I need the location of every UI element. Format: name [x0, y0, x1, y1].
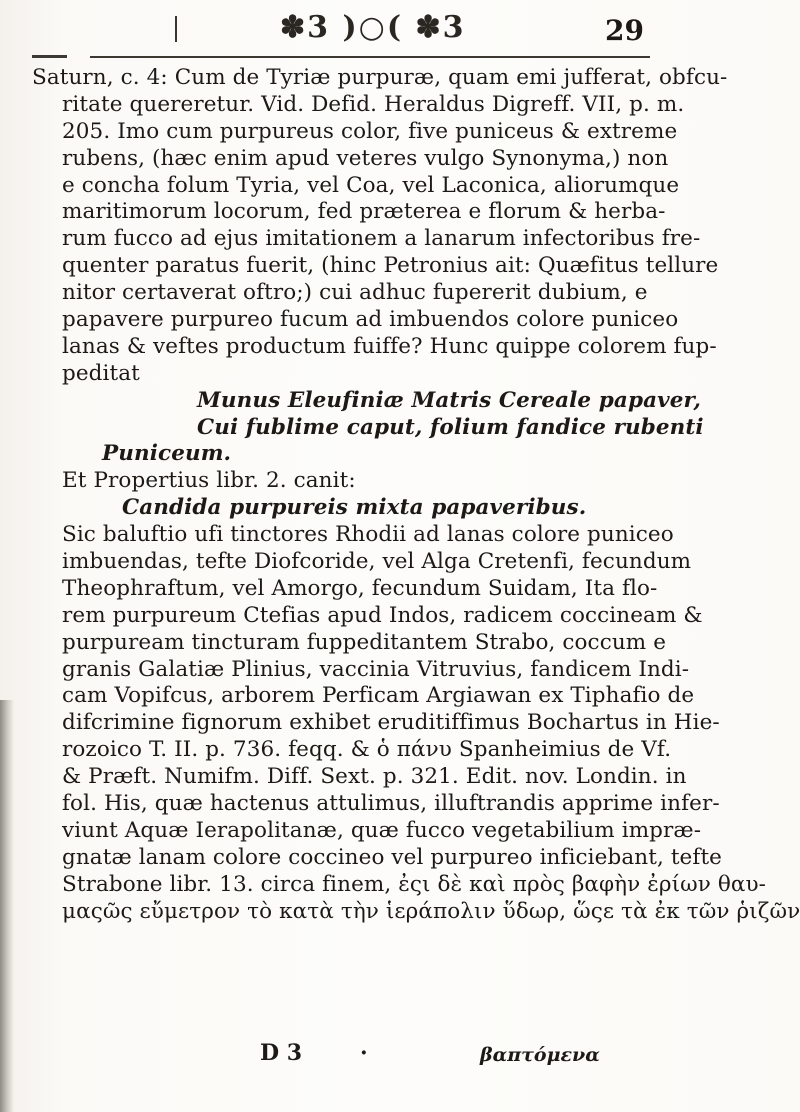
text-line: gnatæ lanam colore coccineo vel purpureo inficiebant, tefte: [62, 844, 723, 870]
text-line: Sic baluftio ufi tinctores Rhodii ad lanas colore puniceo: [62, 522, 674, 548]
text-line: maritimorum locorum, fed præterea e florum & herba-: [62, 199, 666, 225]
verse-line: Munus Eleufiniæ Matris Cereale papaver,: [197, 387, 701, 413]
page-number: 29: [605, 14, 644, 47]
text-line: rozoico T. II. p. 736. feqq. & ὁ πάνυ Spanheimius de Vf.: [62, 737, 672, 763]
text-line: Et Propertius libr. 2. canit:: [62, 468, 356, 494]
running-header: [150, 10, 650, 50]
text-line: quenter paratus fuerit, (hinc Petronius ait: Quæfitus tellure: [62, 253, 719, 279]
header-rule: [90, 56, 650, 58]
text-line: & Præft. Numifm. Diff. Sext. p. 321. Edit. nov. Londin. in: [62, 764, 687, 790]
header-ornament: ✽3 )○( ✽3: [280, 10, 466, 45]
text-line: granis Galatiæ Plinius, vaccinia Vitruvius, fandicem Indi-: [62, 656, 690, 682]
text-line: Strabone libr. 13. circa finem, ἐςι δὲ καὶ πρὸς βαφὴν ἐρίων θαυ-: [62, 871, 767, 897]
text-line: viunt Aquæ Ierapolitanæ, quæ fucco vegetabilium impræ-: [62, 817, 702, 843]
verse-line: Puniceum.: [102, 441, 232, 467]
text-line: ritate quereretur. Vid. Defid. Heraldus Digreff. VII, p. m.: [62, 91, 685, 117]
catchword: βαπτόμενα: [480, 1044, 600, 1066]
text-line: imbuendas, tefte Diofcoride, vel Alga Cretenfi, fecundum: [62, 549, 692, 575]
verse-line: Cui fublime caput, folium fandice rubenti: [197, 414, 704, 440]
text-line: purpuream tincturam fuppeditantem Strabo, coccum e: [62, 629, 667, 655]
text-line: papavere purpureo fucum ad imbuendos colore puniceo: [62, 307, 679, 333]
text-line: fol. His, quæ hactenus attulimus, illuftrandis apprime infer-: [62, 791, 720, 817]
verse-line: Candida purpureis mixta papaveribus.: [122, 495, 587, 521]
text-line: nitor certaverat oftro;) cui adhuc fupererit dubium, e: [62, 280, 648, 306]
text-line: Saturn, c. 4: Cum de Tyriæ purpuræ, quam emi jufferat, obfcu-: [32, 65, 728, 90]
text-line: rubens, (hæc enim apud veteres vulgo Synonyma,) non: [62, 145, 669, 171]
text-line: rum fucco ad ejus imitationem a lanarum infectoribus fre-: [62, 226, 701, 252]
footer-dot: ·: [360, 1040, 368, 1066]
header-rule-left: [32, 55, 67, 58]
page-edge-shadow: [0, 700, 14, 1112]
text-line: 205. Imo cum purpureus color, five puniceus & extreme: [62, 118, 678, 144]
header-tick-mark: [175, 16, 177, 42]
body-text: [32, 65, 800, 926]
text-line: difcrimine fignorum exhibet eruditiffimus Bochartus in Hie-: [62, 710, 720, 736]
page-footer: [260, 1040, 760, 1070]
text-line: lanas & veftes productum fuiffe? Hunc quippe colorem fup-: [62, 333, 717, 359]
text-line: peditat: [62, 360, 140, 386]
signature-mark: D 3: [260, 1040, 303, 1066]
text-line: e concha folum Tyria, vel Coa, vel Laconica, aliorumque: [62, 172, 680, 198]
text-line: cam Vopifcus, arborem Perficam Argiawan ex Tiphafio de: [62, 683, 695, 709]
text-line: Theophraftum, vel Amorgo, fecundum Suidam, Ita flo-: [62, 575, 658, 601]
text-line: rem purpureum Ctefias apud Indos, radicem coccineam &: [62, 602, 703, 628]
text-line: μαςῶς εὔμετρον τὸ κατὰ τὴν ἱεράπολιν ὕδωρ, ὥςε τὰ ἐκ τῶν ῥιζῶν: [62, 898, 800, 924]
